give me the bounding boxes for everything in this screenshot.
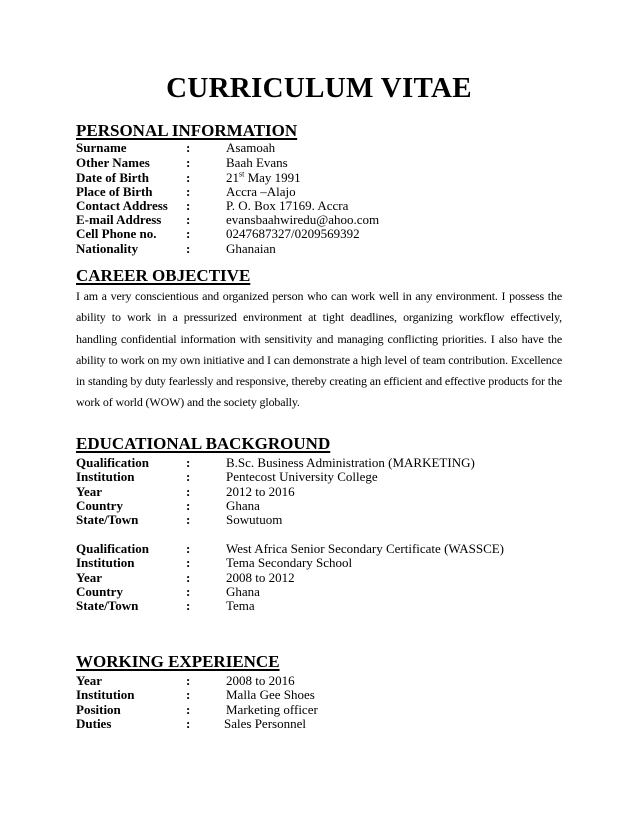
field-colon: : xyxy=(186,584,191,599)
field-value: Ghana xyxy=(226,584,260,599)
personal-row-other-names xyxy=(76,155,556,170)
birth-day-suffix: st xyxy=(239,169,245,179)
field-label: Year xyxy=(76,673,102,688)
document-title: CURRICULUM VITAE xyxy=(166,72,472,104)
field-value: Ghana xyxy=(226,498,260,513)
birth-month-year: May 1991 xyxy=(244,170,301,185)
field-value: 2008 to 2016 xyxy=(226,673,295,688)
career-objective-text: I am a very conscientious and organized person who can work well in any environment. I possess the ability to work in a pressurized environment at tight deadlines, organizing workflow effectively, handling confidential information with sensitivity and managing conflicting priorities. I also have the ability to work on my own initiative and I can demonstrate a high level of team contribution. Excellence in standing by duty fearlessly and responsive, thereby creating an efficient and effective products for the work of world (WOW) and the society globally. xyxy=(76,289,562,410)
personal-row-cell-phone xyxy=(76,226,556,241)
work-row-institution xyxy=(76,687,556,702)
field-label: Qualification xyxy=(76,455,149,470)
education-heading: EDUCATIONAL BACKGROUND xyxy=(76,434,331,453)
field-colon: : xyxy=(186,198,191,213)
field-label: Year xyxy=(76,484,102,499)
personal-row-surname xyxy=(76,140,556,155)
field-label: Qualification xyxy=(76,541,149,556)
education-row-year xyxy=(76,484,556,499)
field-colon: : xyxy=(186,140,191,155)
field-value: Marketing officer xyxy=(226,702,318,717)
field-colon: : xyxy=(186,484,191,499)
field-label: E-mail Address xyxy=(76,212,162,227)
education-row-country xyxy=(76,584,556,599)
field-label: Place of Birth xyxy=(76,184,153,199)
work-row-year xyxy=(76,673,556,688)
field-value: evansbaahwiredu@ahoo.com xyxy=(226,212,380,227)
field-label: Other Names xyxy=(76,155,150,170)
personal-row-date-of-birth xyxy=(76,170,556,185)
field-colon: : xyxy=(186,541,191,556)
field-value: 2008 to 2012 xyxy=(226,570,295,585)
field-value: Accra –Alajo xyxy=(226,184,296,199)
education-row-institution xyxy=(76,469,556,484)
personal-row-place-of-birth xyxy=(76,184,556,199)
field-colon: : xyxy=(186,212,191,227)
field-label: Institution xyxy=(76,687,135,702)
field-colon: : xyxy=(186,241,191,256)
field-label: Year xyxy=(76,570,102,585)
field-label: Contact Address xyxy=(76,198,168,213)
field-label: State/Town xyxy=(76,598,139,613)
field-value: Pentecost University College xyxy=(226,469,378,484)
field-label: Duties xyxy=(76,716,112,731)
field-colon: : xyxy=(186,687,191,702)
field-colon: : xyxy=(186,555,191,570)
education-row-institution xyxy=(76,555,556,570)
field-colon: : xyxy=(186,170,191,185)
field-value: Asamoah xyxy=(226,140,276,155)
field-colon: : xyxy=(186,598,191,613)
career-objective-heading: CAREER OBJECTIVE xyxy=(76,266,251,285)
field-colon: : xyxy=(186,155,191,170)
field-value: B.Sc. Business Administration (MARKETING) xyxy=(226,455,475,470)
personal-row-email xyxy=(76,212,556,227)
field-colon: : xyxy=(186,702,191,717)
education-row-qualification xyxy=(76,455,556,470)
field-label: Country xyxy=(76,584,123,599)
field-colon: : xyxy=(186,455,191,470)
field-value: Baah Evans xyxy=(226,155,288,170)
personal-row-nationality xyxy=(76,241,556,256)
field-colon: : xyxy=(186,469,191,484)
field-label: Institution xyxy=(76,469,135,484)
field-colon: : xyxy=(186,673,191,688)
field-label: Country xyxy=(76,498,123,513)
field-label: Date of Birth xyxy=(76,170,149,185)
education-row-year xyxy=(76,570,556,585)
field-label: Institution xyxy=(76,555,135,570)
working-experience-heading: WORKING EXPERIENCE xyxy=(76,652,280,671)
personal-row-contact-address xyxy=(76,198,556,213)
field-colon: : xyxy=(186,716,191,731)
field-value: P. O. Box 17169. Accra xyxy=(226,198,349,213)
education-row-state-town xyxy=(76,598,556,613)
field-value: 0247687327/0209569392 xyxy=(226,226,360,241)
field-label: Nationality xyxy=(76,241,139,256)
field-value: Tema xyxy=(226,598,255,613)
birth-day: 21 xyxy=(226,170,239,185)
field-label: Surname xyxy=(76,140,127,155)
field-value: Malla Gee Shoes xyxy=(226,687,315,702)
field-value: Sales Personnel xyxy=(224,716,306,731)
field-value xyxy=(226,170,301,185)
field-colon: : xyxy=(186,498,191,513)
field-value: West Africa Senior Secondary Certificate (WASSCE) xyxy=(226,541,505,556)
work-row-duties xyxy=(76,716,556,731)
education-row-country xyxy=(76,498,556,513)
field-label: State/Town xyxy=(76,512,139,527)
work-row-position xyxy=(76,702,556,717)
field-colon: : xyxy=(186,184,191,199)
field-label: Position xyxy=(76,702,121,717)
field-label: Cell Phone no. xyxy=(76,226,157,241)
field-colon: : xyxy=(186,512,191,527)
field-value: Tema Secondary School xyxy=(226,555,353,570)
personal-info-heading: PERSONAL INFORMATION xyxy=(76,121,298,140)
field-colon: : xyxy=(186,226,191,241)
field-value: Sowutuom xyxy=(226,512,283,527)
education-row-state-town xyxy=(76,512,556,527)
education-row-qualification xyxy=(76,541,556,556)
field-colon: : xyxy=(186,570,191,585)
field-value: Ghanaian xyxy=(226,241,276,256)
field-value: 2012 to 2016 xyxy=(226,484,295,499)
